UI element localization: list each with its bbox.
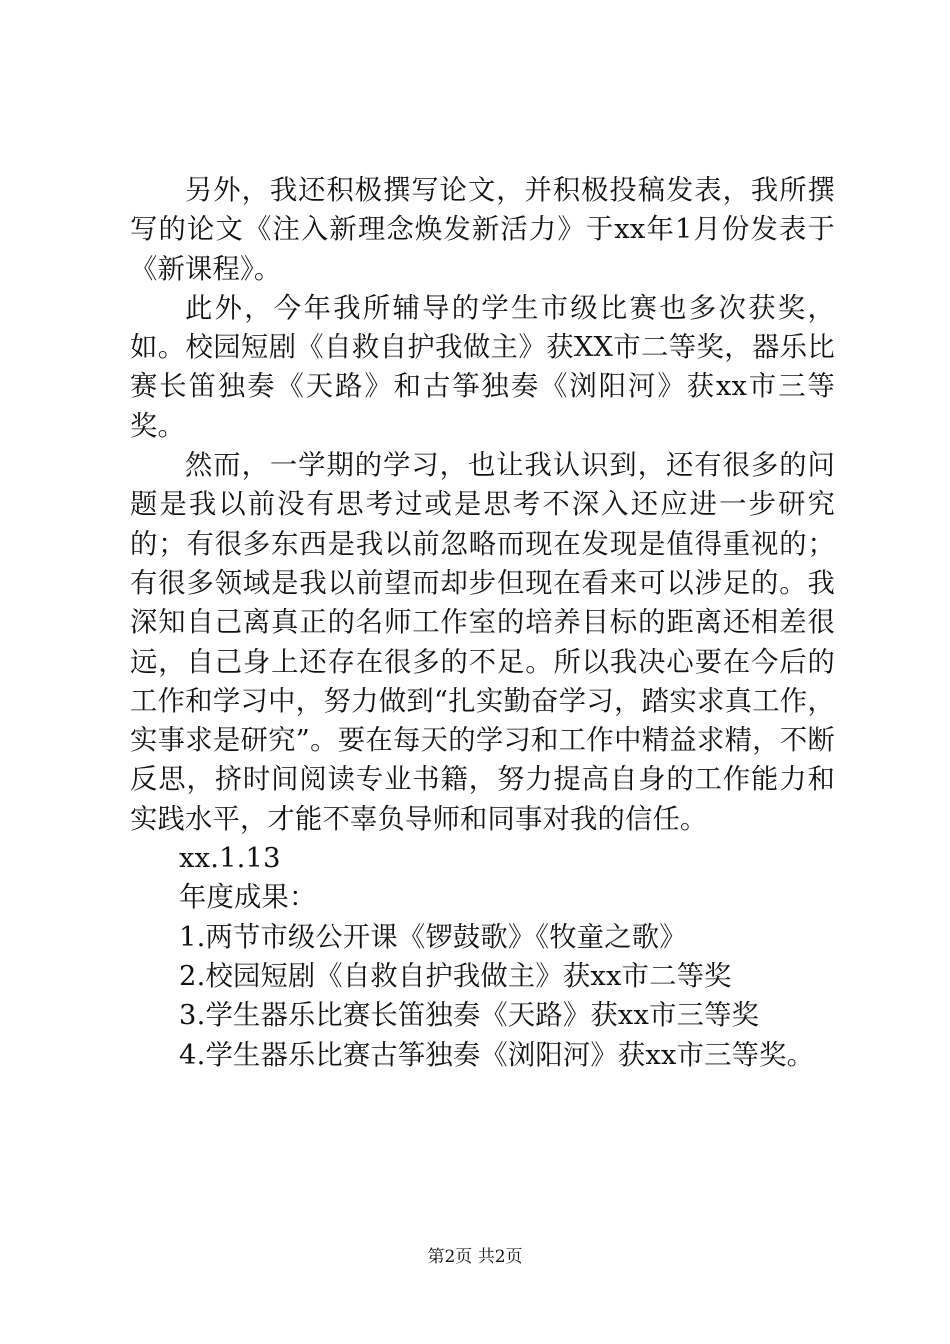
page-footer xyxy=(0,1247,950,1267)
paragraph-paper-publication: 另外，我还积极撰写论文，并积极投稿发表，我所撰写的论文《注入新理念焕发新活力》于xx年1月份发表于《新课程》。 xyxy=(130,175,835,285)
achievement-item-4: 4.学生器乐比赛古筝独奏《浏阳河》获xx市三等奖。 xyxy=(179,1039,815,1071)
page-number: 第2页 共2页 xyxy=(427,1247,523,1267)
achievements-heading: 年度成果： xyxy=(179,882,317,914)
document-body xyxy=(130,171,835,1075)
document-date: xx.1.13 xyxy=(179,843,281,875)
achievement-item-3: 3.学生器乐比赛长笛独奏《天路》获xx市三等奖 xyxy=(179,1000,760,1032)
paragraph-reflection: 然而，一学期的学习，也让我认识到，还有很多的问题是我以前没有思考过或是思考不深入还应进一步研究的；有很多东西是我以前忽略而现在发现是值得重视的；有很多领域是我以前望而却步但现在看来可以涉足的。我深知自己离真正的名师工作室的培养目标的距离还相差很远，自己身上还存在很多的不足。所以我决心要在今后的工作和学习中，努力做到“扎实勤奋学习，踏实求真工作，实事求是研究”。要在每天的学习和工作中精益求精，不断反思，挤时间阅读专业书籍，努力提高自身的工作能力和实践水平，才能不辜负导师和同事对我的信任。 xyxy=(130,450,835,835)
achievement-item-1: 1.两节市级公开课《锣鼓歌》《牧童之歌》 xyxy=(179,921,687,953)
achievement-item-2: 2.校园短剧《自救自护我做主》获xx市二等奖 xyxy=(179,960,732,992)
paragraph-student-awards: 此外，今年我所辅导的学生市级比赛也多次获奖，如。校园短剧《自救自护我做主》获XX市二等奖，器乐比赛长笛独奏《天路》和古筝独奏《浏阳河》获xx市三等奖。 xyxy=(130,292,835,442)
